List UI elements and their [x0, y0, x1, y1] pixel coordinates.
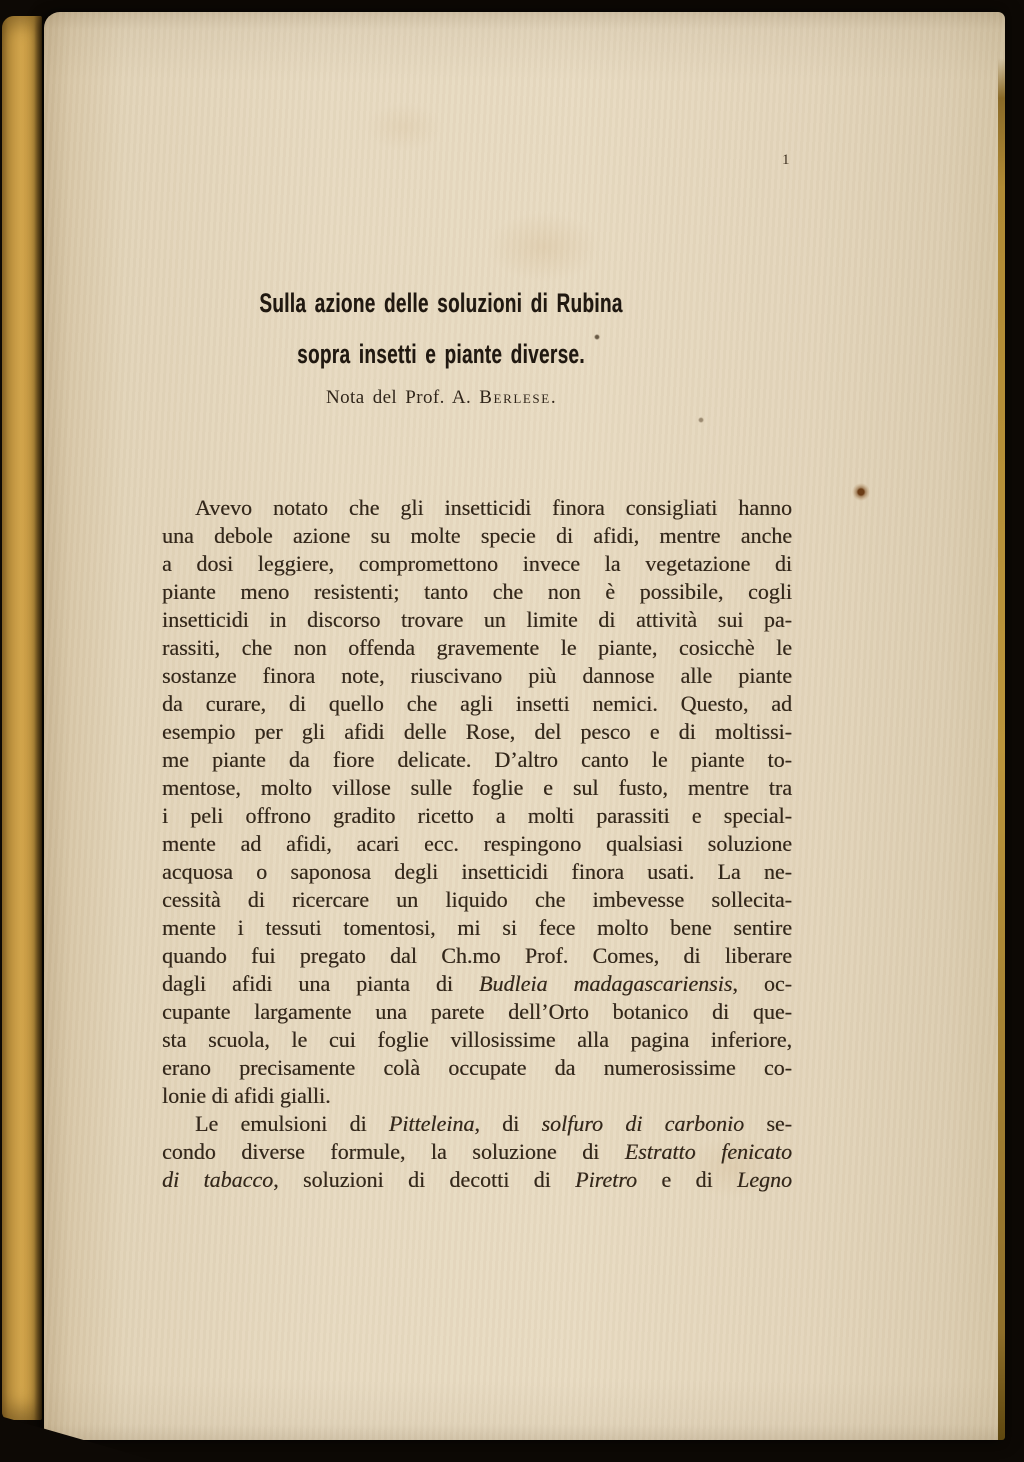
text-segment: erano precisamente colà occupate da numerosissime co-	[162, 1055, 792, 1080]
text-segment: mente ad afidi, acari ecc. respingono qualsiasi soluzione	[162, 831, 792, 856]
text-segment: sostanze finora note, riuscivano più dannose alle piante	[162, 663, 792, 688]
italic-text-segment: Piretro	[575, 1167, 638, 1192]
text-line	[162, 998, 792, 1026]
text-line	[162, 718, 792, 746]
text-line	[162, 578, 792, 606]
paragraph	[162, 494, 792, 1110]
byline-prefix: Nota del Prof. A.	[326, 387, 480, 408]
text-line	[162, 1166, 792, 1194]
text-segment: Le emulsioni di	[195, 1111, 389, 1136]
text-segment: quando fui pregato dal Ch.mo Prof. Comes, di liberare	[162, 943, 792, 968]
page-right-edge	[998, 58, 1005, 1440]
text-line	[162, 1054, 792, 1082]
text-segment: rassiti, che non offenda gravemente le piante, cosicchè le	[162, 635, 792, 660]
article-title-line2: sopra insetti e piante diverse.	[297, 339, 585, 369]
text-segment: da curare, di quello che agli insetti nemici. Questo, ad	[162, 691, 792, 716]
text-line	[162, 634, 792, 662]
page-number: 1	[782, 152, 791, 168]
italic-text-segment: solfuro di carbonio	[541, 1111, 745, 1136]
text-line	[162, 970, 792, 998]
text-segment: acquosa o saponosa degli insetticidi finora usati. La ne-	[162, 859, 792, 884]
text-segment: lonie di afidi gialli.	[162, 1083, 331, 1108]
text-segment: me piante da fiore delicate. D’altro canto le piante to-	[162, 747, 792, 772]
article-title-line1: Sulla azione delle soluzioni di Rubina	[259, 288, 623, 318]
text-segment: cessità di ricercare un liquido che imbevesse sollecita-	[162, 887, 792, 912]
text-segment: e di	[637, 1167, 737, 1192]
text-segment: cupante largamente una parete dell’Orto botanico di que-	[162, 999, 792, 1024]
text-segment: i peli offrono gradito ricetto a molti parassiti e special-	[162, 803, 792, 828]
text-segment: condo diverse formule, la soluzione di	[162, 1139, 625, 1164]
text-line	[162, 1110, 792, 1138]
underlying-page-edge	[2, 16, 42, 1420]
byline	[126, 387, 756, 409]
text-segment: una debole azione su molte specie di afidi, mentre anche	[162, 523, 792, 548]
text-segment: se-	[744, 1111, 792, 1136]
text-segment: , soluzioni di decotti di	[273, 1167, 576, 1192]
text-line	[162, 494, 792, 522]
text-line	[162, 886, 792, 914]
paragraph	[162, 1110, 792, 1194]
text-line	[162, 550, 792, 578]
document-page	[44, 12, 1005, 1440]
italic-text-segment: Pitteleina	[388, 1111, 475, 1136]
text-line	[162, 830, 792, 858]
byline-period: .	[550, 387, 556, 408]
text-line	[162, 662, 792, 690]
body-text	[162, 494, 792, 1194]
text-line	[162, 942, 792, 970]
text-segment: mentose, molto villose sulle foglie e sul fusto, mentre tra	[162, 775, 792, 800]
italic-text-segment: Budleia madagascariensis	[479, 971, 733, 996]
italic-text-segment: di tabacco	[162, 1167, 274, 1192]
text-line	[162, 774, 792, 802]
text-segment: sta scuola, le cui foglie villosissime alla pagina inferiore,	[162, 1027, 792, 1052]
text-segment: , di	[474, 1111, 542, 1136]
text-line	[162, 1138, 792, 1166]
text-segment: dagli afidi una pianta di	[162, 971, 480, 996]
text-line	[162, 606, 792, 634]
text-line	[162, 746, 792, 774]
italic-text-segment: Legno	[736, 1167, 792, 1192]
text-line	[162, 1082, 792, 1110]
author-name: Berlese	[479, 387, 551, 408]
text-segment: mente i tessuti tomentosi, mi si fece molto bene sentire	[162, 915, 792, 940]
text-line	[162, 858, 792, 886]
text-segment: esempio per gli afidi delle Rose, del pesco e di moltissi-	[162, 719, 792, 744]
text-line	[162, 522, 792, 550]
text-line	[162, 802, 792, 830]
italic-text-segment: Estratto fenicato	[624, 1139, 792, 1164]
text-line	[162, 1026, 792, 1054]
text-segment: , oc-	[732, 971, 793, 996]
text-segment: Avevo notato che gli insetticidi finora consigliati hanno	[195, 495, 792, 520]
text-segment: a dosi leggiere, compromettono invece la vegetazione di	[162, 551, 792, 576]
text-line	[162, 690, 792, 718]
text-segment: insetticidi in discorso trovare un limite di attività sui pa-	[162, 607, 792, 632]
text-line	[162, 914, 792, 942]
text-segment: piante meno resistenti; tanto che non è possibile, cogli	[162, 579, 792, 604]
